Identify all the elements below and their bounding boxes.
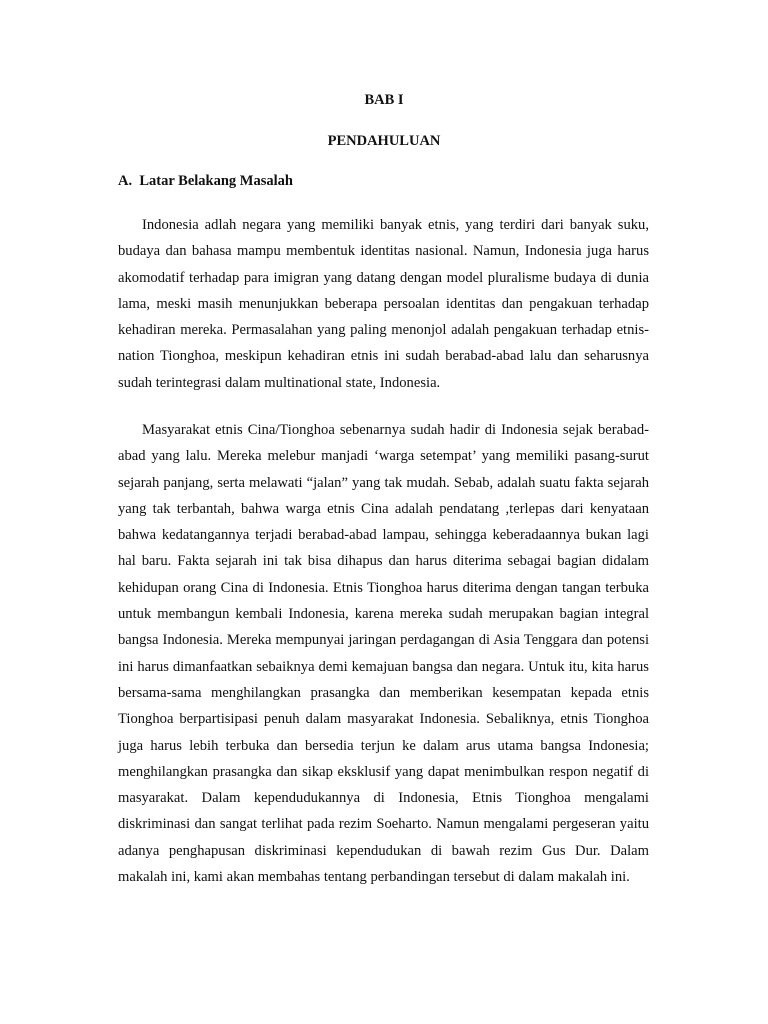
chapter-title	[0, 133, 768, 150]
section-title: A. Latar Belakang Masalah	[118, 173, 293, 189]
chapter-number-text: BAB I	[364, 92, 404, 108]
paragraph: Indonesia adlah negara yang memiliki banyak etnis, yang terdiri dari banyak suku, budaya dan bahasa mampu membentuk identitas nasional. Namun, Indonesia juga harus akomodatif terhadap para imigran yang datang dengan model pluralisme budaya di dunia lama, meski masih menunjukkan beberapa persoalan identitas dan pengakuan terhadap kehadiran mereka. Permasalahan yang paling menonjol adalah pengakuan terhadap etnis-nation Tionghoa, meskipun kehadiran etnis ini sudah berabad-abad lalu dan seharusnya sudah terintegrasi dalam multinational state, Indonesia.	[118, 217, 649, 391]
chapter-number	[0, 92, 768, 109]
chapter-title-text: PENDAHULUAN	[327, 133, 441, 149]
paragraph: Masyarakat etnis Cina/Tionghoa sebenarnya sudah hadir di Indonesia sejak berabad-abad yang lalu. Mereka melebur manjadi ‘warga setempat’ yang memiliki pasang-surut sejarah panjang, serta melawati “jalan” yang tak mudah. Sebab, adalah suatu fakta sejarah yang tak terbantah, bahwa warga etnis Cina adalah pendatang ,terlepas dari kenyataan bahwa kedatangannya terjadi berabad-abad lampau, sehingga keberadaannya bukan lagi hal baru. Fakta sejarah ini tak bisa dihapus dan harus diterima sebagai bagian didalam kehidupan orang Cina di Indonesia. Etnis Tionghoa harus diterima dengan tangan terbuka untuk membangun kembali Indonesia, karena mereka sudah merupakan bagian integral bangsa Indonesia. Mereka mempunyai jaringan perdagangan di Asia Tenggara dan potensi ini harus dimanfaatkan sebaiknya demi kemajuan bangsa dan negara. Untuk itu, kita harus bersama-sama menghilangkan prasangka dan memberikan kesempatan kepada etnis Tionghoa berpartisipasi penuh dalam masyarakat Indonesia. Sebaliknya, etnis Tionghoa juga harus lebih terbuka dan bersedia terjun ke dalam arus utama bangsa Indonesia; menghilangkan prasangka dan sikap eksklusif yang dapat menimbulkan respon negatif di masyarakat. Dalam kependudukannya di Indonesia, Etnis Tionghoa mengalami diskriminasi dan sangat terlihat pada rezim Soeharto. Namun mengalami pergeseran yaitu adanya penghapusan diskriminasi kependudukan di bawah rezim Gus Dur. Dalam makalah ini, kami akan membahas tentang perbandingan tersebut di dalam makalah ini.	[118, 422, 649, 886]
